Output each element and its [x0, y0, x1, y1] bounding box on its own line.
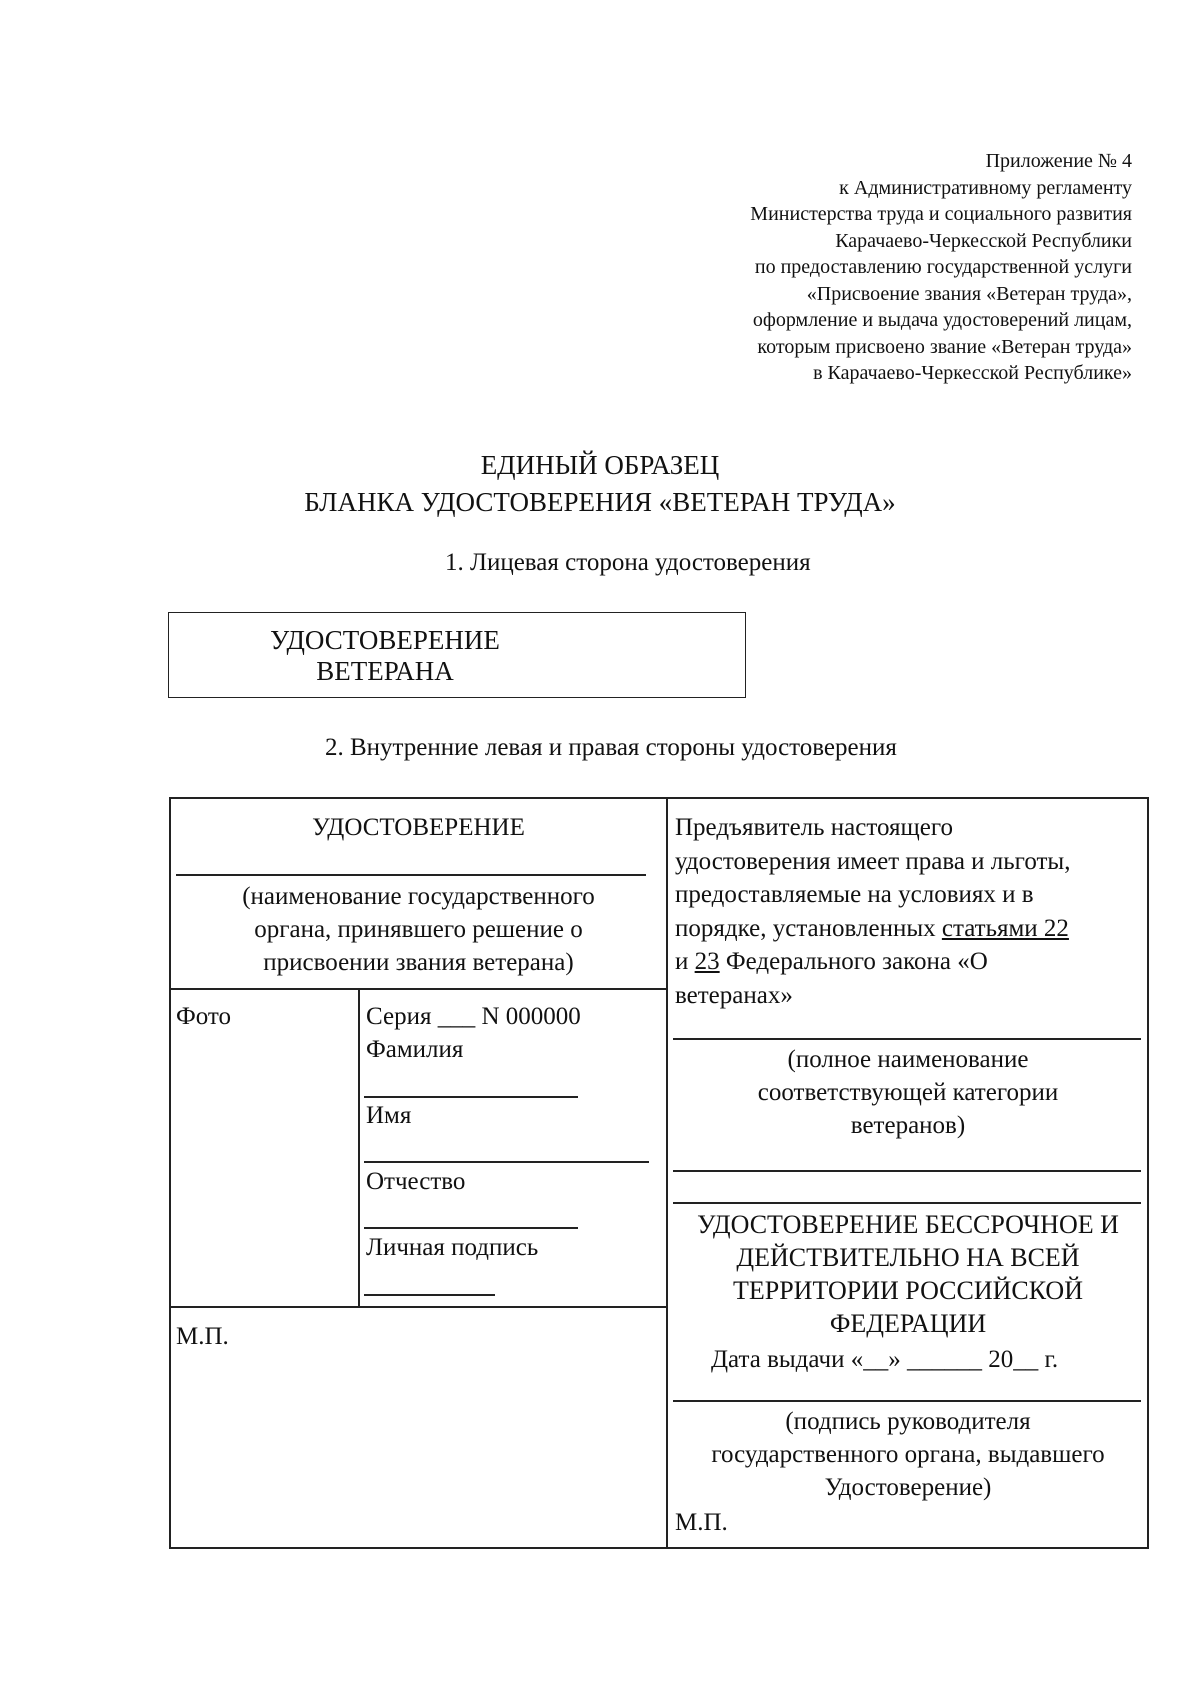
signature-underline	[364, 1294, 495, 1296]
appendix-line: которым присвоено звание «Ветеран труда»	[757, 335, 1132, 358]
issuer-caption	[171, 880, 666, 979]
issuer-underline	[176, 874, 646, 876]
cover-line-2: ВЕТЕРАНА	[316, 656, 454, 686]
signature-line	[673, 1400, 1141, 1402]
category-caption-line: соответствующей категории	[757, 1079, 1059, 1106]
table-border-bottom	[169, 1547, 1149, 1549]
appendix-line: к Административному регламенту	[839, 176, 1132, 199]
category-caption	[668, 1043, 1148, 1142]
name-underline	[364, 1161, 649, 1163]
section-2-heading: 2. Внутренние левая и правая стороны удостоверения	[325, 734, 897, 761]
title-line-2: БЛАНКА УДОСТОВЕРЕНИЯ «ВЕТЕРАН ТРУДА»	[304, 487, 896, 517]
appendix-line: Приложение № 4	[985, 150, 1132, 172]
name-label: Имя	[366, 1102, 412, 1129]
rights-line: ветеранах»	[675, 981, 793, 1009]
table-border-top	[169, 797, 1149, 799]
rights-line: удостоверения имеет права и льготы,	[675, 847, 1071, 875]
category-caption-line: ветеранов)	[850, 1112, 966, 1139]
articles-22-link[interactable]: статьями 22	[941, 914, 1069, 942]
signature-caption-line: государственного органа, выдавшего	[711, 1441, 1105, 1468]
validity-line: ТЕРРИТОРИИ РОССИЙСКОЙ	[733, 1276, 1083, 1305]
rights-line-4-text: порядке, установленных	[675, 914, 942, 942]
rights-line-5-pre: и	[675, 948, 695, 975]
patronymic-underline	[364, 1227, 578, 1229]
appendix-line: по предоставлению государственной услуги	[754, 256, 1132, 278]
left-header-title: УДОСТОВЕРЕНИЕ	[312, 814, 525, 841]
issuer-caption-line: органа, принявшего решение о	[254, 916, 583, 943]
category-separator-line-1	[673, 1170, 1141, 1172]
series-number-line: Серия ___ N 000000	[366, 1003, 581, 1030]
signature-caption-line: Удостоверение)	[824, 1474, 992, 1501]
left-stamp-label: М.П.	[176, 1323, 229, 1350]
section-1-heading: 1. Лицевая сторона удостоверения	[445, 549, 811, 576]
signature-caption-line: (подпись руководителя	[785, 1408, 1031, 1435]
surname-underline	[364, 1096, 578, 1098]
photo-label: Фото	[176, 1003, 232, 1030]
header-row-divider	[169, 988, 667, 990]
appendix-line: Карачаево-Черкесской Республики	[835, 229, 1132, 252]
article-23-link[interactable]: 23	[694, 948, 720, 975]
issue-date-line: Дата выдачи «__» ______ 20__ г.	[711, 1346, 1059, 1373]
rights-line: Предъявитель настоящего	[675, 814, 953, 841]
rights-line	[675, 912, 1070, 946]
right-stamp-label: М.П.	[675, 1509, 728, 1536]
rights-line-5-post: Федерального закона «О	[719, 948, 988, 975]
appendix-line: Министерства труда и социального развития	[750, 203, 1132, 225]
photo-divider	[358, 988, 360, 1307]
appendix-line: в Карачаево-Черкесской Республике»	[813, 362, 1132, 384]
validity-line: УДОСТОВЕРЕНИЕ БЕССРОЧНОЕ И	[697, 1210, 1119, 1239]
cover-line-1: УДОСТОВЕРЕНИЕ	[270, 625, 500, 655]
appendix-line: «Присвоение звания «Ветеран труда»,	[806, 282, 1132, 305]
signature-caption	[668, 1405, 1148, 1504]
patronymic-label: Отчество	[366, 1168, 466, 1195]
category-underline	[673, 1038, 1141, 1040]
rights-line	[675, 945, 1070, 979]
surname-label: Фамилия	[366, 1036, 464, 1063]
category-caption-line: (полное наименование	[787, 1046, 1029, 1073]
signature-label: Личная подпись	[366, 1234, 539, 1261]
validity-line: ФЕДЕРАЦИИ	[829, 1309, 987, 1338]
stamp-row-divider	[169, 1306, 667, 1308]
validity-line: ДЕЙСТВИТЕЛЬНО НА ВСЕЙ	[736, 1243, 1080, 1272]
validity-statement	[668, 1208, 1148, 1340]
rights-text	[675, 811, 1070, 1012]
category-separator-line-2	[673, 1202, 1141, 1204]
appendix-line: оформление и выдача удостоверений лицам,	[752, 309, 1132, 331]
rights-line: предоставляемые на условиях и в	[675, 881, 1034, 908]
issuer-caption-line: (наименование государственного	[242, 883, 595, 910]
title-line-1: ЕДИНЫЙ ОБРАЗЕЦ	[480, 450, 720, 480]
issuer-caption-line: присвоении звания ветерана)	[263, 949, 574, 976]
